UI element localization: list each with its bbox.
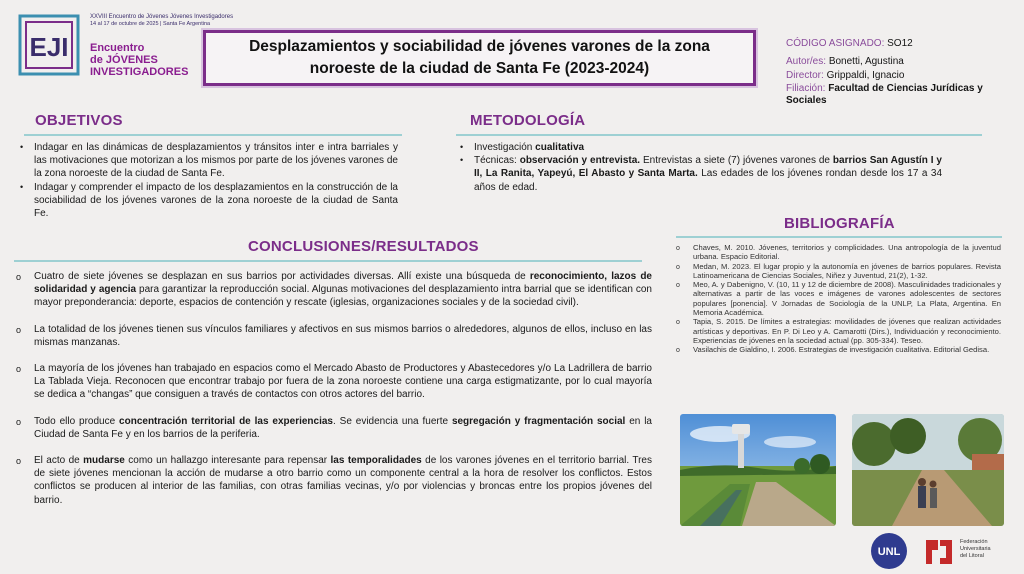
objetivos-title: OBJETIVOS <box>35 112 123 129</box>
list-item: o Medan, M. 2023. El lugar propio y la autonomía en jóvenes de barrios populares. Revista Latinoamericana de Ciencias Sociales, Niñez y Juventud, 21(2), 1-32. <box>676 261 1001 280</box>
objetivos-list <box>20 141 398 220</box>
conclusiones-list <box>16 270 652 520</box>
director-label: Director: <box>786 70 824 81</box>
conclusiones-rule <box>14 260 642 262</box>
circle-bullet-icon: o <box>676 319 680 327</box>
event-date: 14 al 17 de octubre de 2025 | Santa Fe Argentina <box>90 21 211 27</box>
list-item: o Todo ello produce concentración territorial de las experiencias. Se evidencia una fuerte segregación y fragmentación social en la Ciudad de Santa Fe y en los barrios de la periferia. <box>16 415 652 440</box>
metodologia-list <box>460 141 942 194</box>
affiliation-label: Filiación: <box>786 83 826 94</box>
org-line-2: de JÓVENES <box>90 54 158 66</box>
circle-bullet-icon: o <box>676 263 680 271</box>
affiliation-line <box>786 83 1016 107</box>
unl-logo <box>870 532 908 570</box>
organization-name <box>90 42 188 78</box>
photo-water-tower <box>680 414 836 526</box>
bibliografia-rule <box>676 236 1002 238</box>
circle-bullet-icon: o <box>676 245 680 252</box>
authors-value: Bonetti, Agustina <box>828 56 904 67</box>
authors-label: Autor/es: <box>786 56 827 67</box>
bullet-icon: • <box>460 155 464 166</box>
code-line <box>786 38 1016 50</box>
org-line-3: INVESTIGADORES <box>90 66 189 78</box>
list-item: o Meo, A. y Dabenigno, V. (10, 11 y 12 de diciembre de 2008). Masculinidades tradicionales y alternativas a partir de las voces e imágenes de varones adolescentes de sectores populares [ponencia]. V Jornadas de Sociología de la UNLP, La Plata, Argentina. En Memoria Académica. <box>676 280 1001 318</box>
circle-bullet-icon: o <box>676 282 680 290</box>
title-box <box>203 30 756 86</box>
bullet-icon: • <box>20 181 24 192</box>
list-item: o Tapia, S. 2015. De límites a estrategias: movilidades de jóvenes que realizan actividades artísticas y deportivas. En P. Di Leo y A. Camarotti (Dirs.), Individuación y reconocimiento. Experiencias de jóvenes en la sociedad actual (pp. 305-334). Teseo. <box>676 317 1001 345</box>
objetivos-rule <box>24 134 402 136</box>
circle-bullet-icon: o <box>16 324 22 335</box>
fedlit-text: Federación Universitaria del Litoral <box>960 539 991 559</box>
list-item: • Indagar en las dinámicas de desplazamientos y tránsitos inter e intra barriales y las motivaciones que motorizan a los mismos por parte de los jóvenes varones de la zona noroeste de la ciudad de Santa Fe. <box>20 142 398 180</box>
metodologia-rule <box>456 134 982 136</box>
circle-bullet-icon: o <box>16 416 22 427</box>
circle-bullet-icon: o <box>16 272 22 282</box>
event-name: XXVIII Encuentro de Jóvenes Jóvenes Investigadores <box>90 14 234 20</box>
photo-dirt-road <box>852 414 1004 526</box>
page-title: Desplazamientos y sociabilidad de jóvenes varones de la zona noroeste de la ciudad de Santa Fe (2023-2024) <box>249 38 710 77</box>
circle-bullet-icon: o <box>16 364 22 375</box>
list-item: o El acto de mudarse como un hallazgo interesante para repensar las temporalidades de los varones jóvenes en el territorio barrial. Tres de siete jóvenes mencionan la acción de mudarse a otro barrio como un componente central a la hora de resolver los conflictos. Estos conflictos se producen al interior de las familias, con otras familias vecinas, y/o por violencias y broncas entre los propios jóvenes del barrio. <box>16 455 652 506</box>
circle-bullet-icon: o <box>16 456 22 467</box>
unl-label: UNL <box>877 546 901 558</box>
director-line <box>786 70 1016 82</box>
code-value: SO12 <box>887 38 913 49</box>
metodologia-title: METODOLOGÍA <box>470 112 586 129</box>
circle-bullet-icon: o <box>676 347 680 355</box>
list-item: • Indagar y comprender el impacto de los desplazamientos en la construcción de la sociabilidad de los jóvenes varones de la zona noroeste de la ciudad de Santa Fe. <box>20 181 398 220</box>
conclusiones-title: CONCLUSIONES/RESULTADOS <box>248 238 479 255</box>
org-line-1: Encuentro <box>90 42 145 54</box>
bullet-icon: • <box>460 142 464 152</box>
list-item: o Cuatro de siete jóvenes se desplazan en sus barrios por actividades diversas. Allí existe una búsqueda de reconocimiento, lazos de solidaridad y agencia para garantizar la reproducción social. Algunas motivaciones del desplazamiento intra barrial que se identifican con mayor preponderancia: deporte, espacios de contención y rescate (iglesias, organizaciones sociales y de la sociedad civil). <box>16 271 652 309</box>
director-value: Grippaldi, Ignacio <box>826 70 905 81</box>
list-item: o Chaves, M. 2010. Jóvenes, territorios y complicidades. Una antropología de la juventud urbana. Espacio Editorial. <box>676 243 1001 262</box>
list-item: • Técnicas: observación y entrevista. Entrevistas a siete (7) jóvenes varones de barrios San Agustín I y II, La Ranita, Yapeyú, El Abasto y Santa Marta. Las edades de los jóvenes rondan desde los 17 a 34 años de edad. <box>460 155 943 193</box>
list-item: • Investigación cualitativa <box>460 142 585 153</box>
authors-line <box>786 56 1016 68</box>
bibliografia-title: BIBLIOGRAFÍA <box>784 215 895 232</box>
bullet-icon: • <box>20 142 24 152</box>
list-item: o Vasilachis de Gialdino, I. 2006. Estrategias de investigación cualitativa. Editorial Gedisa. <box>676 345 990 355</box>
logo-text: EJI <box>29 32 69 62</box>
bibliografia-list <box>676 243 1001 355</box>
list-item: o La totalidad de los jóvenes tienen sus vínculos familiares y afectivos en sus mismos barrios o alrededores, algunos de ellos, incluso en las mismas manzanas. <box>16 323 652 348</box>
affiliation-value: Facultad de Ciencias Jurídicas y Sociales <box>786 83 983 106</box>
fedlit-logo <box>922 536 956 568</box>
code-label: CÓDIGO ASIGNADO: <box>786 38 885 49</box>
eji-logo <box>18 14 80 76</box>
list-item: o La mayoría de los jóvenes han trabajado en espacios como el Mercado Abasto de Productores y Abastecedores y/o La Ladrillera de barrio La Tablada Vieja. Reconocen que encontrar trabajo por fuera de la zona noroeste contiene una carga estigmatizante, por lo cual mayoría se dedica a “changas” que consiguen a través de contactos con otros actores del barrio. <box>16 363 652 401</box>
